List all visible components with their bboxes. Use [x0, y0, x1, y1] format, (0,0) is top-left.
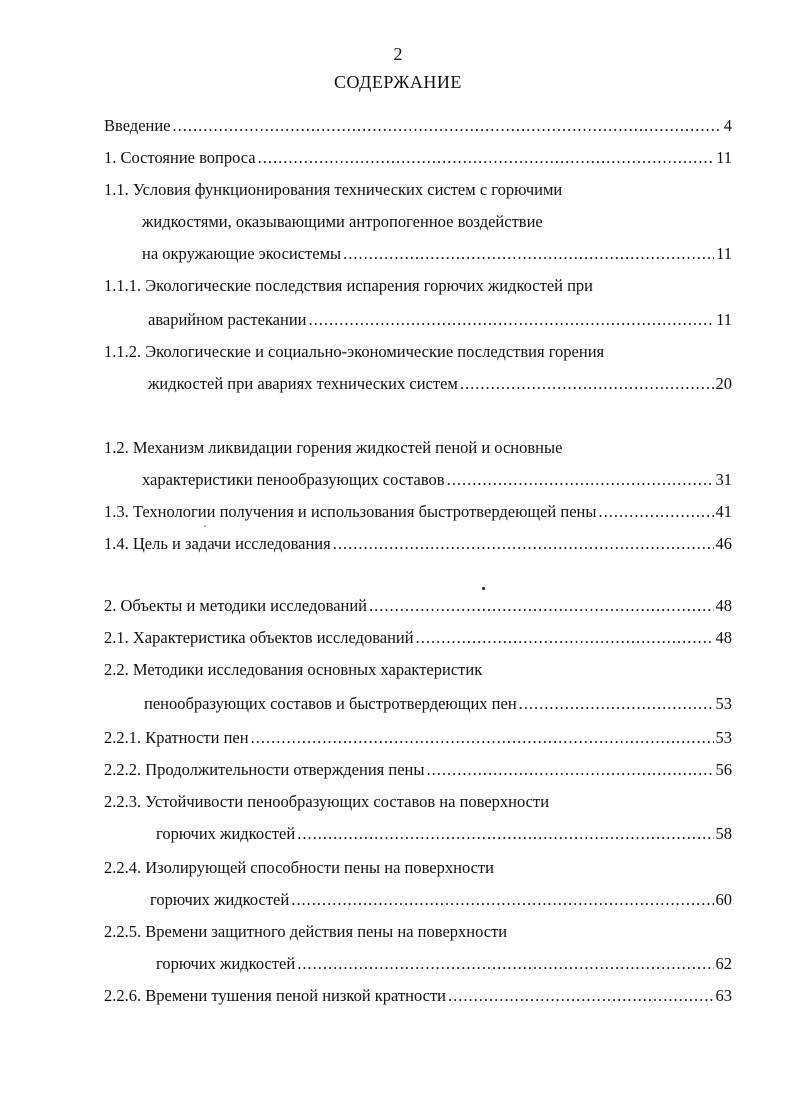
dot-leader	[173, 116, 722, 136]
toc-entry-title: 2.2.6. Времени тушения пеной низкой кратности	[104, 986, 447, 1005]
toc-entry-title: 1.4. Цель и задачи исследования	[104, 534, 331, 553]
toc-entry-2-2-2	[104, 760, 732, 782]
dot-leader	[460, 374, 714, 394]
page-number: 2	[393, 44, 403, 64]
toc-entry-page: 48	[715, 628, 732, 647]
toc-entry-1-1-2-line-1: 1.1.2. Экологические и социально-экономические последствия горения	[104, 342, 605, 361]
toc-entry-title: Введение	[104, 116, 171, 135]
toc-entry-page: 58	[715, 824, 732, 843]
toc-entry-1-1-2	[148, 374, 732, 396]
toc-entry-title: 2.2.2. Продолжительности отверждения пены	[104, 760, 425, 779]
toc-entry-2-2-5-line-1: 2.2.5. Времени защитного действия пены на поверхности	[104, 922, 508, 941]
toc-entry-2-2-3-line-1: 2.2.3. Устойчивости пенообразующих составов на поверхности	[104, 792, 550, 811]
dot-leader	[251, 728, 714, 748]
toc-entry-page: 11	[716, 148, 732, 167]
toc-entry-title: 1. Состояние вопроса	[104, 148, 256, 167]
toc-entry-page: 56	[715, 760, 732, 779]
dot-leader	[447, 470, 714, 490]
toc-entry-2	[104, 596, 732, 618]
toc-entry-page: 53	[715, 694, 732, 713]
toc-entry-2-2-6	[104, 986, 732, 1008]
toc-entry-2-2-3	[156, 824, 732, 846]
toc-entry-page: 62	[715, 954, 732, 973]
toc-entry-2-2	[144, 694, 732, 716]
toc-entry-1-1-line-2: жидкостями, оказывающими антропогенное воздействие	[142, 212, 543, 231]
scan-speck	[204, 525, 206, 527]
dot-leader	[448, 986, 713, 1006]
toc-entry-title: 2. Объекты и методики исследований	[104, 596, 368, 615]
toc-entry-page: 46	[715, 534, 732, 553]
toc-entry-1-4	[104, 534, 732, 556]
toc-entry-1	[104, 148, 732, 170]
dot-leader	[426, 760, 713, 780]
toc-entry-page: 11	[716, 244, 732, 263]
toc-entry-1-1-1	[148, 310, 732, 332]
toc-entry-title: характеристики пенообразующих составов	[142, 470, 445, 489]
toc-entry-page: 63	[715, 986, 732, 1005]
dot-leader	[308, 310, 714, 330]
page-title: СОДЕРЖАНИЕ	[334, 72, 462, 92]
toc-entry-2-2-4-line-1: 2.2.4. Изолирующей способности пены на поверхности	[104, 858, 494, 877]
toc-entry-2-2-1	[104, 728, 732, 750]
toc-entry-2-2-5	[156, 954, 732, 976]
dot-leader	[291, 890, 713, 910]
dot-leader	[519, 694, 714, 714]
toc-entry-1-2-line-1: 1.2. Механизм ликвидации горения жидкостей пеной и основные	[104, 438, 563, 457]
toc-entry-1-3	[104, 502, 732, 524]
toc-entry-page: 20	[715, 374, 732, 393]
toc-entry-1-1	[142, 244, 732, 266]
dot-leader	[297, 954, 713, 974]
toc-entry-introduction	[104, 116, 732, 138]
toc-entry-title: пенообразующих составов и быстротвердеющих пен	[144, 694, 517, 713]
toc-entry-page: 11	[716, 310, 732, 329]
toc-entry-title: горючих жидкостей	[156, 954, 296, 973]
toc-entry-title: 2.2.1. Кратности пен	[104, 728, 249, 747]
toc-entry-title: 2.1. Характеристика объектов исследований	[104, 628, 414, 647]
toc-entry-2-1	[104, 628, 732, 650]
toc-entry-page: 53	[715, 728, 732, 747]
toc-entry-2-2-line-1: 2.2. Методики исследования основных характеристик	[104, 660, 483, 679]
dot-leader	[297, 824, 713, 844]
toc-entry-1-1-line-1: 1.1. Условия функционирования технических систем с горючими	[104, 180, 563, 199]
toc-entry-page: 4	[723, 116, 732, 135]
scan-speck	[482, 587, 485, 590]
toc-entry-title: горючих жидкостей	[156, 824, 296, 843]
dot-leader	[369, 596, 713, 616]
toc-entry-page: 48	[715, 596, 732, 615]
toc-entry-page: 60	[715, 890, 732, 909]
toc-entry-title: аварийном растекании	[148, 310, 307, 329]
dot-leader	[333, 534, 714, 554]
toc-entry-title: жидкостей при авариях технических систем	[148, 374, 458, 393]
toc-entry-2-2-4	[150, 890, 732, 912]
dot-leader	[416, 628, 714, 648]
toc-entry-page: 31	[715, 470, 732, 489]
dot-leader	[598, 502, 713, 522]
toc-entry-title: 1.3. Технологии получения и использования быстротвердеющей пены	[104, 502, 597, 521]
toc-entry-1-1-1-line-1: 1.1.1. Экологические последствия испарения горючих жидкостей при	[104, 276, 594, 295]
dot-leader	[258, 148, 714, 168]
toc-entry-page: 41	[715, 502, 732, 521]
toc-entry-1-2	[142, 470, 732, 492]
dot-leader	[343, 244, 714, 264]
toc-entry-title: горючих жидкостей	[150, 890, 290, 909]
toc-entry-title: на окружающие экосистемы	[142, 244, 342, 263]
